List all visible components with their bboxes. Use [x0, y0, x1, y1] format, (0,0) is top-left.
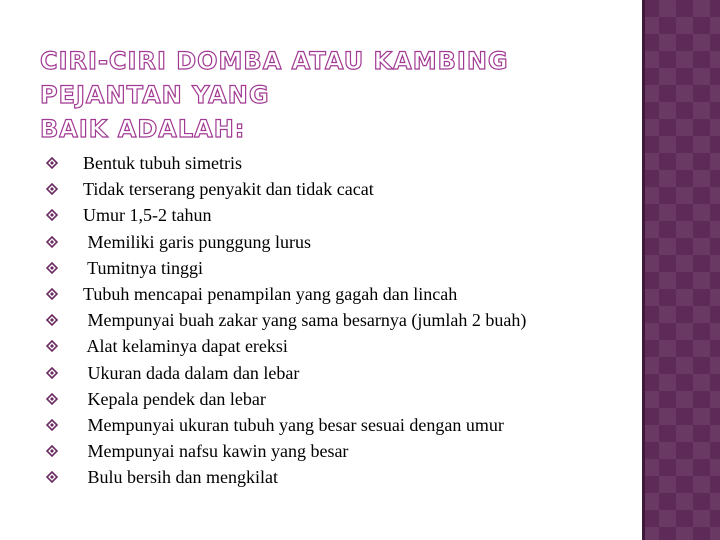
diamond-bullet-icon: [46, 288, 58, 300]
bullet-list: [46, 150, 526, 490]
diamond-bullet-icon: [46, 157, 58, 169]
diamond-bullet-icon: [46, 209, 58, 221]
list-item: [46, 150, 526, 176]
list-item-text: Mempunyai ukuran tubuh yang besar sesuai dengan umur: [83, 414, 504, 435]
list-item-text: Tumitnya tinggi: [83, 257, 204, 278]
list-item: [46, 307, 526, 333]
diamond-bullet-icon: [46, 367, 58, 379]
diamond-bullet-icon: [46, 314, 58, 326]
list-item-text: Tidak terserang penyakit dan tidak cacat: [83, 179, 374, 200]
list-item: [46, 281, 526, 307]
list-item-text: Mempunyai nafsu kawin yang besar: [83, 441, 349, 462]
diamond-bullet-icon: [46, 340, 58, 352]
diamond-bullet-icon: [46, 445, 58, 457]
list-item-text: Ukuran dada dalam dan lebar: [83, 362, 300, 383]
diamond-bullet-icon: [46, 471, 58, 483]
list-item: [46, 202, 526, 228]
list-item-text: Kepala pendek dan lebar: [83, 388, 266, 409]
list-item: [46, 386, 526, 412]
title-line-1: CIRI-CIRI DOMBA ATAU KAMBING PEJANTAN YANG: [40, 47, 509, 109]
list-item: [46, 438, 526, 464]
list-item: [46, 333, 526, 359]
list-item: [46, 412, 526, 438]
diamond-bullet-icon: [46, 236, 58, 248]
list-item-text: Memiliki garis punggung lurus: [83, 231, 311, 252]
title-line-2: BAIK ADALAH:: [40, 115, 246, 143]
list-item-text: Mempunyai buah zakar yang sama besarnya (jumlah 2 buah): [83, 310, 527, 331]
list-item: [46, 255, 526, 281]
list-item: [46, 229, 526, 255]
list-item-text: Alat kelaminya dapat ereksi: [83, 336, 288, 357]
list-item-text: Bentuk tubuh simetris: [83, 153, 242, 174]
slide-title: [40, 44, 640, 146]
list-item-text: Bulu bersih dan mengkilat: [83, 467, 278, 488]
diamond-bullet-icon: [46, 419, 58, 431]
list-item: [46, 176, 526, 202]
list-item: [46, 360, 526, 386]
diamond-bullet-icon: [46, 262, 58, 274]
list-item: [46, 464, 526, 490]
diamond-bullet-icon: [46, 183, 58, 195]
list-item-text: Umur 1,5-2 tahun: [83, 205, 212, 226]
diamond-bullet-icon: [46, 393, 58, 405]
list-item-text: Tubuh mencapai penampilan yang gagah dan lincah: [83, 284, 458, 305]
decorative-side-band: [642, 0, 720, 540]
